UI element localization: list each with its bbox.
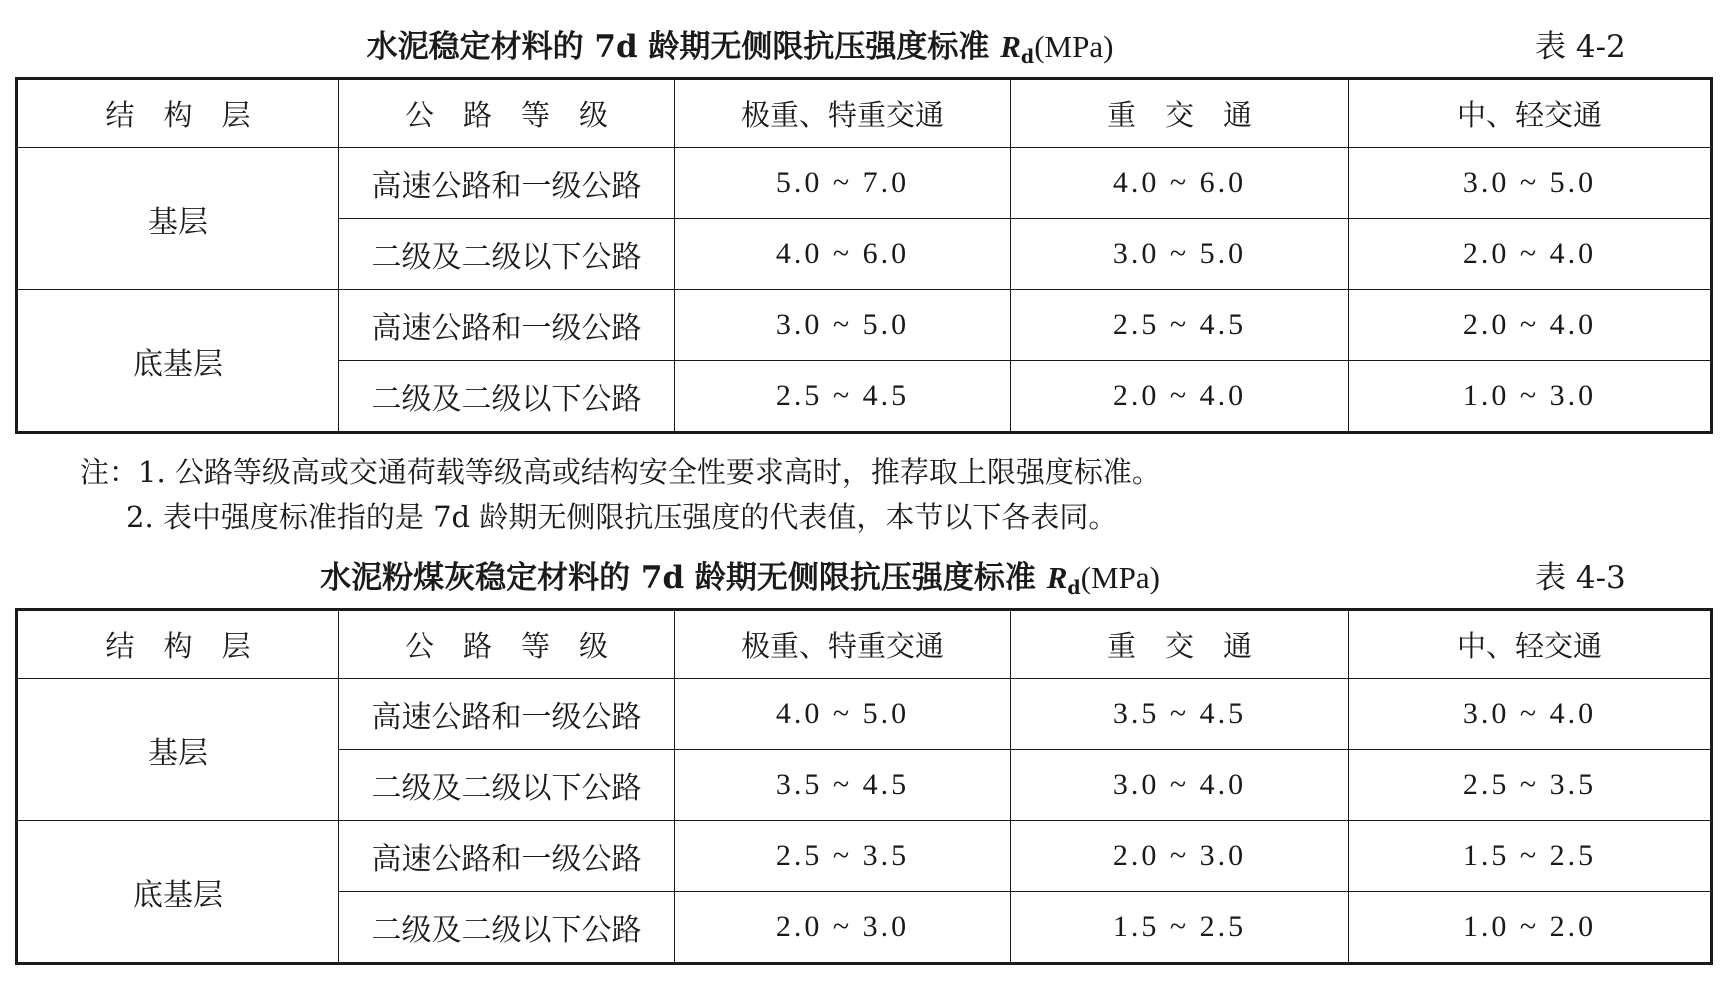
header-heavy-traffic: 重 交 通 (1011, 610, 1349, 679)
table-row (17, 290, 1712, 361)
header-extra-heavy-traffic: 极重、特重交通 (675, 610, 1011, 679)
note-2: 2. 表中强度标准指的是 7d 龄期无侧限抗压强度的代表值，本节以下各表同。 (126, 500, 1118, 534)
value-cell: 3.5 ~ 4.5 (1011, 679, 1349, 750)
table-header-row (17, 610, 1712, 679)
value-cell: 2.0 ~ 4.0 (1011, 361, 1349, 433)
table-4-2-label: 表 4-2 (1535, 29, 1626, 65)
table-4-3-caption (0, 553, 1725, 603)
value-cell: 2.0 ~ 4.0 (1349, 219, 1712, 290)
grade-cell: 高速公路和一级公路 (339, 290, 675, 361)
grade-cell: 二级及二级以下公路 (339, 892, 675, 964)
grade-cell: 二级及二级以下公路 (339, 361, 675, 433)
header-medium-light-traffic: 中、轻交通 (1349, 610, 1712, 679)
value-cell: 4.0 ~ 6.0 (675, 219, 1011, 290)
table-4-2 (15, 77, 1713, 434)
table-row (17, 679, 1712, 750)
value-cell: 2.5 ~ 4.5 (1011, 290, 1349, 361)
value-cell: 1.5 ~ 2.5 (1349, 821, 1712, 892)
header-heavy-traffic: 重 交 通 (1011, 79, 1349, 148)
value-cell: 2.5 ~ 3.5 (1349, 750, 1712, 821)
table-row (17, 821, 1712, 892)
note-1: 注：1. 公路等级高或交通荷载等级高或结构安全性要求高时，推荐取上限强度标准。 (80, 455, 1161, 489)
header-medium-light-traffic: 中、轻交通 (1349, 79, 1712, 148)
grade-cell: 高速公路和一级公路 (339, 679, 675, 750)
value-cell: 1.0 ~ 3.0 (1349, 361, 1712, 433)
value-cell: 2.0 ~ 3.0 (1011, 821, 1349, 892)
value-cell: 3.0 ~ 4.0 (1349, 679, 1712, 750)
table-4-3-label: 表 4-3 (1535, 560, 1626, 596)
value-cell: 1.5 ~ 2.5 (1011, 892, 1349, 964)
header-extra-heavy-traffic: 极重、特重交通 (675, 79, 1011, 148)
table-header-row (17, 79, 1712, 148)
grade-cell: 二级及二级以下公路 (339, 750, 675, 821)
value-cell: 3.0 ~ 5.0 (1011, 219, 1349, 290)
table-4-2-title: 水泥稳定材料的 7d 龄期无侧限抗压强度标准 $R_d(MPa)$ (366, 29, 1114, 68)
layer-cell: 基层 (17, 679, 339, 821)
header-road-grade: 公 路 等 级 (339, 610, 675, 679)
layer-cell: 底基层 (17, 821, 339, 964)
header-structure-layer: 结 构 层 (17, 79, 339, 148)
value-cell: 1.0 ~ 2.0 (1349, 892, 1712, 964)
value-cell: 3.0 ~ 4.0 (1011, 750, 1349, 821)
table-row (17, 148, 1712, 219)
grade-cell: 二级及二级以下公路 (339, 219, 675, 290)
header-structure-layer: 结 构 层 (17, 610, 339, 679)
header-road-grade: 公 路 等 级 (339, 79, 675, 148)
value-cell: 2.0 ~ 4.0 (1349, 290, 1712, 361)
layer-cell: 底基层 (17, 290, 339, 433)
grade-cell: 高速公路和一级公路 (339, 148, 675, 219)
table-4-3-title: 水泥粉煤灰稳定材料的 7d 龄期无侧限抗压强度标准 $R_d(MPa)$ (320, 560, 1160, 599)
value-cell: 3.0 ~ 5.0 (675, 290, 1011, 361)
value-cell: 2.0 ~ 3.0 (675, 892, 1011, 964)
value-cell: 3.0 ~ 5.0 (1349, 148, 1712, 219)
value-cell: 4.0 ~ 5.0 (675, 679, 1011, 750)
table-notes (80, 450, 1161, 540)
table-4-2-caption (0, 22, 1725, 72)
value-cell: 3.5 ~ 4.5 (675, 750, 1011, 821)
table-4-3 (15, 608, 1713, 965)
value-cell: 5.0 ~ 7.0 (675, 148, 1011, 219)
value-cell: 2.5 ~ 3.5 (675, 821, 1011, 892)
layer-cell: 基层 (17, 148, 339, 290)
value-cell: 4.0 ~ 6.0 (1011, 148, 1349, 219)
value-cell: 2.5 ~ 4.5 (675, 361, 1011, 433)
grade-cell: 高速公路和一级公路 (339, 821, 675, 892)
